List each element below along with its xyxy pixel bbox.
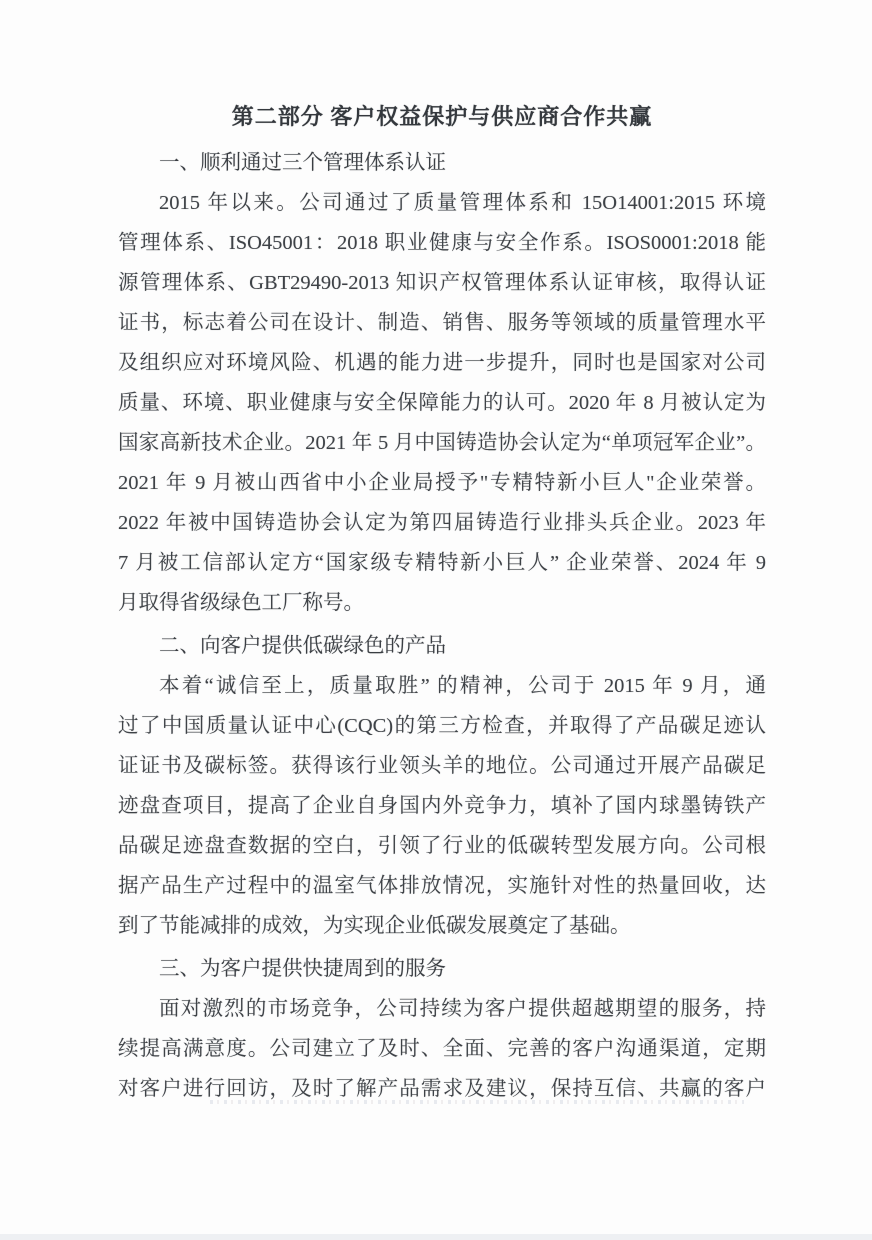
body-line: 到了节能减排的成效，为实现企业低碳发展奠定了基础。 [118,915,631,937]
body-line: 管理体系、ISO45001：2018 职业健康与安全作系。ISOS0001:2018 能 [118,232,766,254]
body-line: 品碳足迹盘查数据的空白，引领了行业的低碳转型发展方向。公司根 [118,835,766,857]
section-heading: 三、为客户提供快捷周到的服务 [159,958,446,980]
body-line: 质量、环境、职业健康与安全保障能力的认可。2020 年 8 月被认定为 [118,392,766,414]
document-page [118,94,766,1109]
body-line: 国家高新技术企业。2021 年 5 月中国铸造协会认定为“单项冠军企业”。 [118,432,766,454]
body-line: 证书，标志着公司在设计、制造、销售、服务等领域的质量管理水平 [118,312,766,334]
body-line: 对客户进行回访，及时了解产品需求及建议，保持互信、共赢的客户 [118,1078,766,1100]
scan-noise-artifact [210,1100,744,1104]
body-line: 7 月被工信部认定方“国家级专精特新小巨人” 企业荣誉、2024 年 9 [118,552,766,574]
body-line: 面对激烈的市场竞争，公司持续为客户提供超越期望的服务，持 [159,998,766,1020]
body-line: 迹盘查项目，提高了企业自身国内外竞争力，填补了国内球墨铸铁产 [118,795,766,817]
body-line: 月取得省级绿色工厂称号。 [118,592,364,614]
body-line: 及组织应对环境风险、机遇的能力进一步提升，同时也是国家对公司 [118,352,766,374]
body-line: 2021 年 9 月被山西省中小企业局授予"专精特新小巨人"企业荣誉。 [118,472,766,494]
body-line: 2015 年以来。公司通过了质量管理体系和 15O14001:2015 环境 [159,192,766,214]
body-line: 2022 年被中国铸造协会认定为第四届铸造行业排头兵企业。2023 年 [118,512,766,534]
document-title: 第二部分 客户权益保护与供应商合作共赢 [231,104,653,129]
section-heading: 二、向客户提供低碳绿色的产品 [159,635,446,657]
section-1 [118,143,766,623]
body-line: 本着“诚信至上，质量取胜” 的精神，公司于 2015 年 9 月，通 [159,675,766,697]
body-line: 据产品生产过程中的温室气体排放情况，实施针对性的热量回收，达 [118,875,766,897]
section-heading: 一、顺利通过三个管理体系认证 [159,152,446,174]
section-3 [118,949,766,1109]
section-2 [118,626,766,946]
document-body [118,143,766,1109]
page-bottom-edge [0,1234,872,1240]
body-line: 证证书及碳标签。获得该行业领头羊的地位。公司通过开展产品碳足 [118,755,766,777]
body-line: 过了中国质量认证中心(CQC)的第三方检查，并取得了产品碳足迹认 [118,715,766,737]
body-line: 续提高满意度。公司建立了及时、全面、完善的客户沟通渠道，定期 [118,1038,766,1060]
body-line: 源管理体系、GBT29490-2013 知识产权管理体系认证审核，取得认证 [118,272,766,294]
